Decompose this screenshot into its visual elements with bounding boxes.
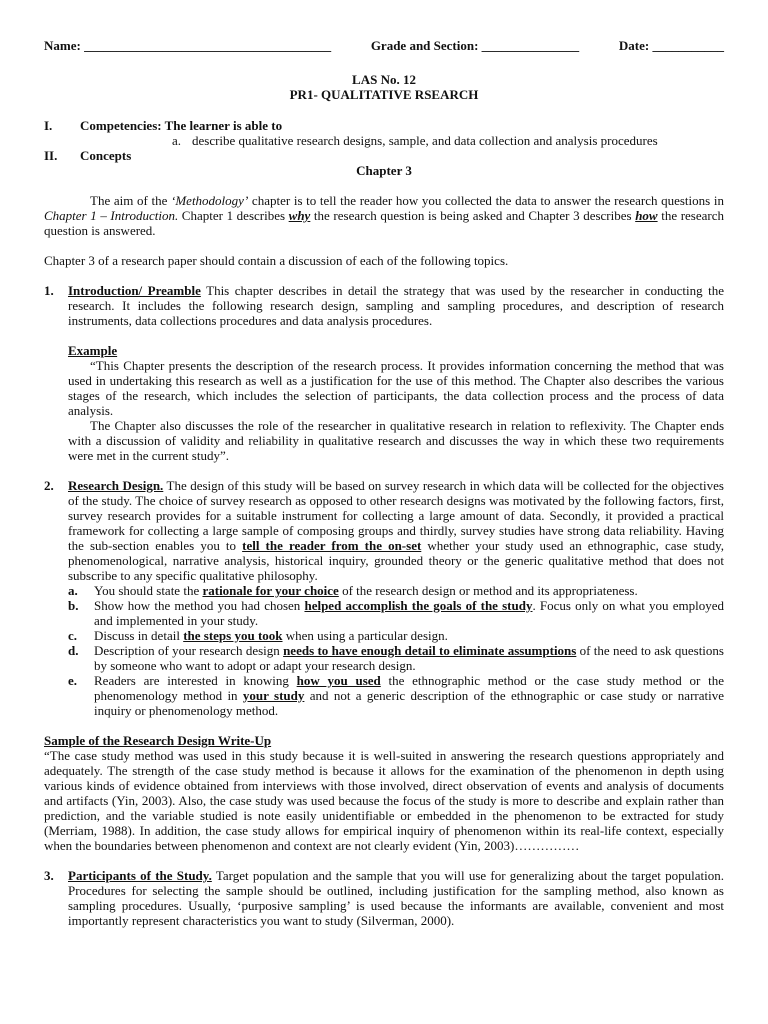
sample-heading: Sample of the Research Design Write-Up	[44, 733, 272, 748]
name-field-label: Name: ______________________________________	[44, 38, 332, 53]
intro-paragraph: The aim of the ‘Methodology’ chapter is to tell the reader how you collected the data to answer the research questions in Chapter 1 – Introduction. Chapter 1 describes why the research question is being asked and Chapter 3 describes how the research question is answered.	[44, 193, 724, 238]
section-3-heading: Participants of the Study.	[68, 868, 212, 883]
section-1-heading: Introduction/ Preamble	[68, 283, 201, 298]
student-info-line	[44, 38, 724, 53]
example-paragraph-2: The Chapter also discusses the role of the researcher in qualitative research in relation to reflexivity. The Chapter ends with a discussion of validity and reliability in qualitative research and discusses the way in which these two requirements were met in the current study”.	[68, 418, 724, 463]
design-item-b: b. Show how the method you had chosen helped accomplish the goals of the study. Focus only on what you employed and implemented in your study.	[68, 598, 724, 628]
roman-numeral-1: I.	[44, 118, 53, 133]
example-paragraph-1: “This Chapter presents the description of the research process. It provides information concerning the method that was used in undertaking this research as well as a justification for the use of this method. The Chapter also describes the various stages of the research, which includes the selection of participants, the data collection process and the process of data analysis.	[68, 358, 724, 418]
chapter-heading: Chapter 3	[356, 163, 412, 178]
section-3-number: 3.	[44, 868, 54, 883]
section-3-paragraph: Participants of the Study. Target population and the sample that you will use for generalizing about the target population. Procedures for selecting the sample should be outlined, including justification for the sampling method, also known as sampling procedures. Usually, ‘purposive sampling’ is used because the informants are available, convenient and most importantly represent characteristics you want to study (Silverman, 2000).	[68, 868, 724, 928]
why-term: why	[288, 208, 311, 223]
section-3	[44, 868, 724, 928]
methodology-term: ‘Methodology’	[171, 193, 249, 208]
section-2-paragraph: Research Design. The design of this study will be based on survey research in which data will be collected for the objectives of the study. The choice of survey research as opposed to other research designs was motivated by the following factors, first, survey research provides for a suitable instrument for collecting a large amount of data. Secondly, it provided a practical framework for collecting a large sample of composing groups and thirdly, survey studies have strong data reliability. Having the sub-section enables you to tell the reader from the on-set whether your study used an ethnographic, case study, phenomenological, narrative analysis, historical inquiry, grounded theory or the generic qualitative method that does not subscribe to any specific qualitative philosophy.	[68, 478, 725, 583]
section-2-number: 2.	[44, 478, 54, 493]
concepts-heading-row	[44, 148, 724, 163]
las-number: LAS No. 12	[352, 72, 416, 87]
sample-paragraph: “The case study method was used in this study because it is well-suited in answering the research questions appropriately and adequately. The strength of the case study method is because it allows for the examination of the phenomenon in depth using various kinds of evidence obtained from interviews with those involved, direct observation of events and analysis of documents and artifacts (Yin, 2003). Also, the case study was used because the focus of the study is more to describe and explain rather than prediction, and the variable studied is note easily unidentifiable or embedded in the phenomenon to be extracted for study (Merriam, 1988). In addition, the case study allows for empirical inquiry of phenomenon within its real-life context, especially when the boundaries between phenomenon and context are not clearly evident (Yin, 2003)……………	[44, 748, 724, 853]
tell-reader-highlight: tell the reader from the on-set	[242, 538, 422, 553]
section-2	[44, 478, 724, 583]
section-1-number: 1.	[44, 283, 54, 298]
roman-numeral-2: II.	[44, 148, 58, 163]
document-page	[44, 38, 724, 928]
competency-item-letter: a.	[172, 133, 182, 148]
chapter1-term: Chapter 1 – Introduction.	[44, 208, 179, 223]
competencies-heading-row	[44, 118, 724, 133]
grade-section-field-label: Grade and Section: _______________	[370, 38, 580, 53]
design-item-d: d. Description of your research design needs to have enough detail to eliminate assumptions of the need to ask questions by someone who want to adopt or adapt your research design.	[68, 643, 724, 673]
concepts-heading: Concepts	[80, 148, 132, 163]
design-item-c: c. Discuss in detail the steps you took when using a particular design.	[68, 628, 448, 643]
competency-item-text: describe qualitative research designs, sample, and data collection and analysis procedures	[192, 133, 658, 148]
design-item-a: a. You should state the rationale for your choice of the research design or method and its appropriateness.	[68, 583, 638, 598]
topics-line: Chapter 3 of a research paper should contain a discussion of each of the following topics.	[44, 253, 509, 268]
competencies-heading: Competencies: The learner is able to	[80, 118, 283, 133]
design-item-e: e. Readers are interested in knowing how you used the ethnographic method or the case study method or the phenomenology method in your study and not a generic description of the ethnographic or case study or narrative inquiry or phenomenology method.	[68, 673, 724, 718]
example-label: Example	[68, 343, 118, 358]
how-term: how	[635, 208, 658, 223]
document-title: PR1- QUALITATIVE RSEARCH	[289, 87, 479, 102]
section-1	[44, 283, 724, 463]
competency-item	[172, 133, 724, 148]
section-1-paragraph: Introduction/ Preamble This chapter describes in detail the strategy that was used by the researcher in conducting the research. It includes the following research design, sampling and sampling procedures, and description of research instruments, data collections procedures and data analysis procedures.	[68, 283, 724, 328]
date-field-label: Date: ___________	[618, 38, 724, 53]
section-2-heading: Research Design.	[68, 478, 164, 493]
